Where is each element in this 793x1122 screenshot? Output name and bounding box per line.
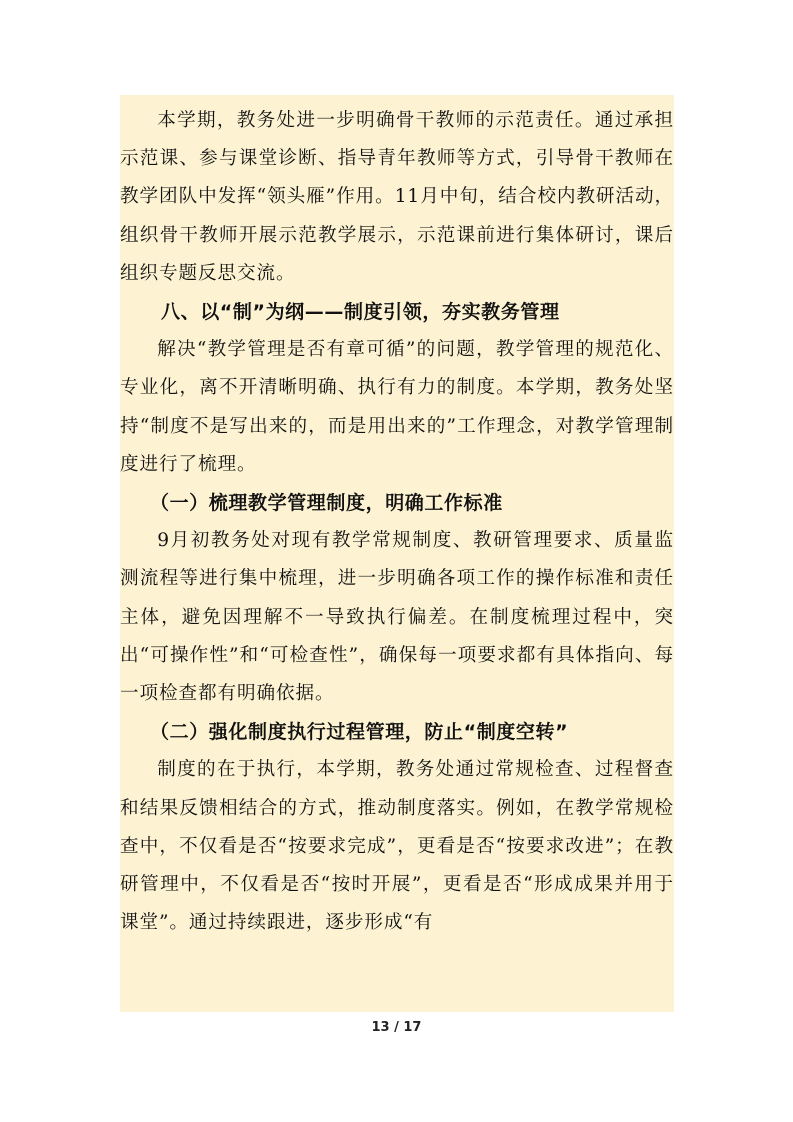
- document-text-area: [120, 95, 674, 1012]
- paragraph-management-system-intro: 解决“教学管理是否有章可循”的问题，教学管理的规范化、专业化，离不开清晰明确、执行有力的制度。本学期，教务处坚持“制度不是写出来的，而是用出来的”工作理念，对教学管理制度进行了梳理。: [120, 339, 674, 475]
- section-heading-8: 八、以“制”为纲——制度引领，夯实教务管理: [161, 301, 560, 324]
- subsection-heading-2: （二）强化制度执行过程管理，防止“制度空转”: [150, 721, 569, 744]
- paragraph-system-execution: 制度的在于执行，本学期，教务处通过常规检查、过程督查和结果反馈相结合的方式，推动制度落实。例如，在教学常规检查中，不仅看是否“按要求完成”，更看是否“按要求改进”；在教研管理中，不仅看是否“按时开展”，更看是否“形成成果并用于课堂”。通过持续跟进，逐步形成“有: [120, 759, 674, 934]
- paragraph-system-review: 9月初教务处对现有教学常规制度、教研管理要求、质量监测流程等进行集中梳理，进一步明确各项工作的操作标准和责任主体，避免因理解不一导致执行偏差。在制度梳理过程中，突出“可操作性”和“可检查性”，确保每一项要求都有具体指向、每一项检查都有明确依据。: [120, 530, 674, 705]
- subsection-heading-1: （一）梳理教学管理制度，明确工作标准: [150, 492, 503, 515]
- paragraph-backbone-teachers: 本学期，教务处进一步明确骨干教师的示范责任。通过承担示范课、参与课堂诊断、指导青年教师等方式，引导骨干教师在教学团队中发挥“领头雁”作用。11月中旬，结合校内教研活动，组织骨干教师开展示范教学展示，示范课前进行集体研讨，课后组织专题反思交流。: [120, 110, 674, 284]
- page-number: 13 / 17: [371, 1020, 422, 1035]
